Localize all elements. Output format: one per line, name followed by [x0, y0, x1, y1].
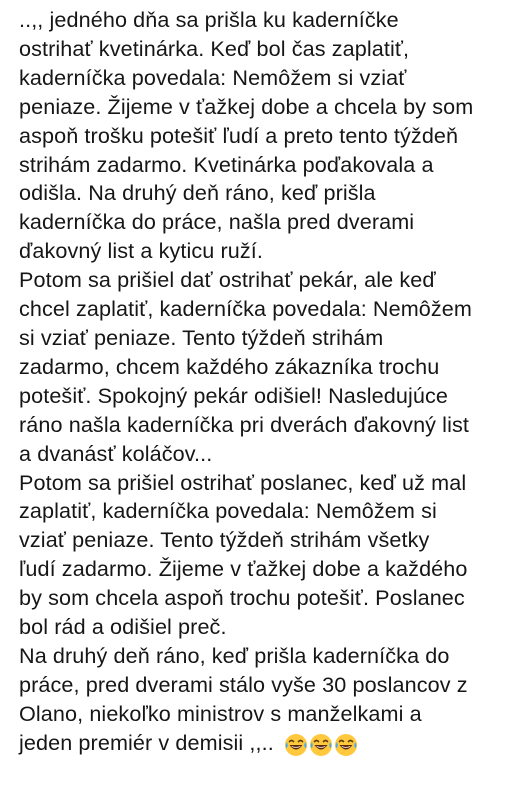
laughing-crying-face-icon — [309, 733, 333, 757]
text-line: a dvanásť koláčov... — [19, 440, 213, 466]
text-line: Potom sa prišiel ostrihať poslanec, keď už mal — [19, 469, 467, 495]
text-line: ráno našla kaderníčka pri dverách ďakovný list — [19, 411, 469, 437]
text-line: si vziať peniaze. Tento týždeň strihám — [19, 324, 384, 350]
text-line: ostrihať kvetinárka. Keď bol čas zaplatiť, — [19, 35, 410, 61]
text-line: ďakovný list a kyticu ruží. — [19, 238, 263, 264]
text-line: by som chcela aspoň trochu potešiť. Poslanec — [19, 585, 465, 611]
text-line: zaplatiť, kaderníčka povedala: Nemôžem si — [19, 498, 437, 524]
text-line: potešiť. Spokojný pekár odišiel! Nasledujúce — [19, 382, 449, 408]
text-line: peniaze. Žijeme v ťažkej dobe a chcela by som — [19, 93, 474, 119]
text-line: Na druhý deň ráno, keď prišla kaderníčka do — [19, 642, 450, 668]
laughing-crying-face-icon — [284, 733, 308, 757]
text-line: zadarmo, chcem každého zákazníka trochu — [19, 353, 440, 379]
text-line-last — [19, 729, 516, 762]
text-line: strihám zadarmo. Kvetinárka poďakovala a — [19, 151, 434, 177]
laughing-crying-face-icon — [334, 733, 358, 757]
text-line: chcel zaplatiť, kaderníčka povedala: Nemôžem — [19, 296, 472, 322]
text-line: aspoň trošku potešiť ľudí a preto tento týždeň — [19, 122, 459, 148]
text-line: odišla. Na druhý deň ráno, keď prišla — [19, 180, 376, 206]
text-line: práce, pred dverami stálo vyše 30 poslancov z — [19, 671, 468, 697]
text-line: vziať peniaze. Tento týždeň strihám všetky — [19, 527, 430, 553]
text-line: ľudí zadarmo. Žijeme v ťažkej dobe a každého — [19, 556, 468, 582]
text-line: kaderníčka povedala: Nemôžem si vziať — [19, 64, 407, 90]
emoji-group — [284, 733, 359, 762]
text-line: Olano, niekoľko ministrov s manželkami a — [19, 700, 422, 726]
text-line: bol rád a odišiel preč. — [19, 614, 227, 640]
text-line: Potom sa prišiel dať ostrihať pekár, ale keď — [19, 267, 436, 293]
text-line: ..,, jednéhо dňa sa prišla ku kaderníčke — [19, 7, 399, 32]
text-line: kaderníčka do práce, našla pred dverami — [19, 209, 415, 235]
last-line-text: jeden premiér v demisii ,,.. — [19, 729, 274, 755]
